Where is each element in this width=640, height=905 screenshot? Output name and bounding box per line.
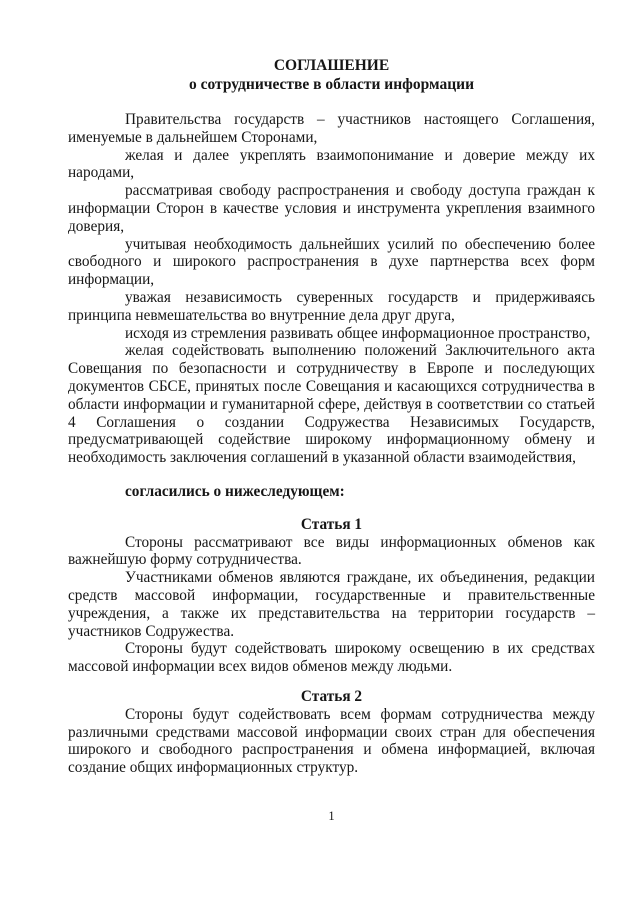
document-content: [68, 56, 595, 777]
document-title: [68, 56, 595, 94]
article-paragraph: Стороны будут содействовать широкому освещению в их средствах массовой информации всех видов обменов между людьми.: [68, 640, 595, 676]
preamble-paragraph: Правительства государств – участников настоящего Соглашения, именуемые в дальнейшем Сторонами,: [68, 111, 595, 146]
article-paragraph: Стороны будут содействовать всем формам сотрудничества между различными средствами массовой информации своих стран для обеспечения широкого и свободного распространения и обмена информацией, включая создание общих информационных структур.: [68, 705, 595, 777]
document-title-line1: СОГЛАШЕНИЕ: [273, 57, 390, 74]
article-1-body: [68, 534, 595, 676]
preamble-paragraph: рассматривая свободу распространения и свободу доступа граждан к информации Сторон в качестве условия и инструмента укрепления взаимного доверия,: [68, 182, 595, 235]
article-paragraph: Стороны рассматривают все виды информационных обменов как важнейшую форму сотрудничества.: [68, 533, 595, 569]
preamble-paragraph: исходя из стремления развивать общее информационное пространство,: [125, 324, 591, 342]
page-number: 1: [328, 809, 335, 823]
preamble-paragraph: желая содействовать выполнению положений Заключительного акта Совещания по безопасности и сотрудничеству в Европе и последующих документов СБСЕ, принятых после Совещания и касающихся сотрудничества в области информации и гуманитарной сфере, действуя в соответствии со статьей 4 Соглашения о создании Содружества Независимых Государств, предусматривающей содействие широкому информационному обмену и необходимость заключения соглашений в указанной области взаимодействия,: [68, 342, 595, 467]
article-1-heading: Статья 1: [300, 515, 363, 533]
preamble-paragraph: желая и далее укреплять взаимопонимание и доверие между их народами,: [68, 146, 595, 182]
preamble: [68, 111, 595, 467]
preamble-paragraph: уважая независимость суверенных государств и придерживаясь принципа невмешательства во внутренние дела друг друга,: [68, 288, 595, 324]
article-2-body: [68, 706, 595, 777]
agreement-clause: согласились о нижеследующем:: [125, 482, 345, 500]
document-title-line2: о сотрудничестве в области информации: [189, 76, 474, 93]
article-paragraph: Участниками обменов являются граждане, их объединения, редакции средств массовой информации, государственные и правительственные учреждения, а также их представительства на территории государств – участников Содружества.: [68, 569, 595, 640]
preamble-paragraph: учитывая необходимость дальнейших усилий по обеспечению более свободного и широкого распространения в духе партнерства всех форм информации,: [68, 235, 595, 289]
article-2-heading: Статья 2: [300, 687, 363, 705]
